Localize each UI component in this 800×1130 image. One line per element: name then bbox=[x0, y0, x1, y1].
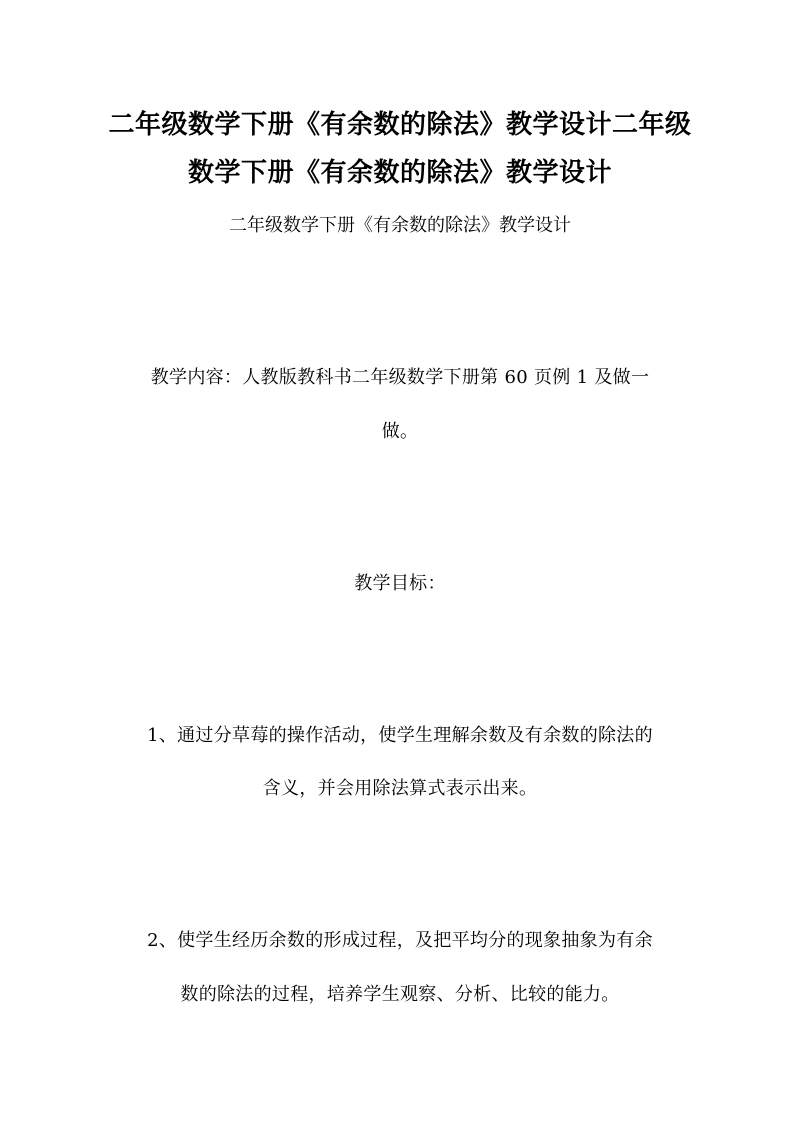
document-title-line-1: 二年级数学下册《有余数的除法》教学设计二年级 bbox=[108, 110, 692, 140]
objectives-heading: 教学目标： bbox=[354, 573, 446, 594]
document-subtitle: 二年级数学下册《有余数的除法》教学设计 bbox=[229, 215, 571, 236]
objective-2-line-2: 数的除法的过程，培养学生观察、分析、比较的能力。 bbox=[180, 984, 620, 1005]
objective-1-line-1: 1、通过分草莓的操作活动，使学生理解余数及有余数的除法的 bbox=[147, 725, 653, 746]
objective-1-line-2: 含义，并会用除法算式表示出来。 bbox=[262, 778, 538, 799]
objective-2-line-1: 2、使学生经历余数的形成过程，及把平均分的现象抽象为有余 bbox=[147, 930, 653, 951]
teaching-content-line-1: 教学内容：人教版教科书二年级数学下册第 60 页例 1 及做一 bbox=[150, 367, 650, 388]
teaching-content-line-2: 做。 bbox=[381, 421, 419, 442]
document-title-line-2: 数学下册《有余数的除法》教学设计 bbox=[187, 158, 612, 188]
